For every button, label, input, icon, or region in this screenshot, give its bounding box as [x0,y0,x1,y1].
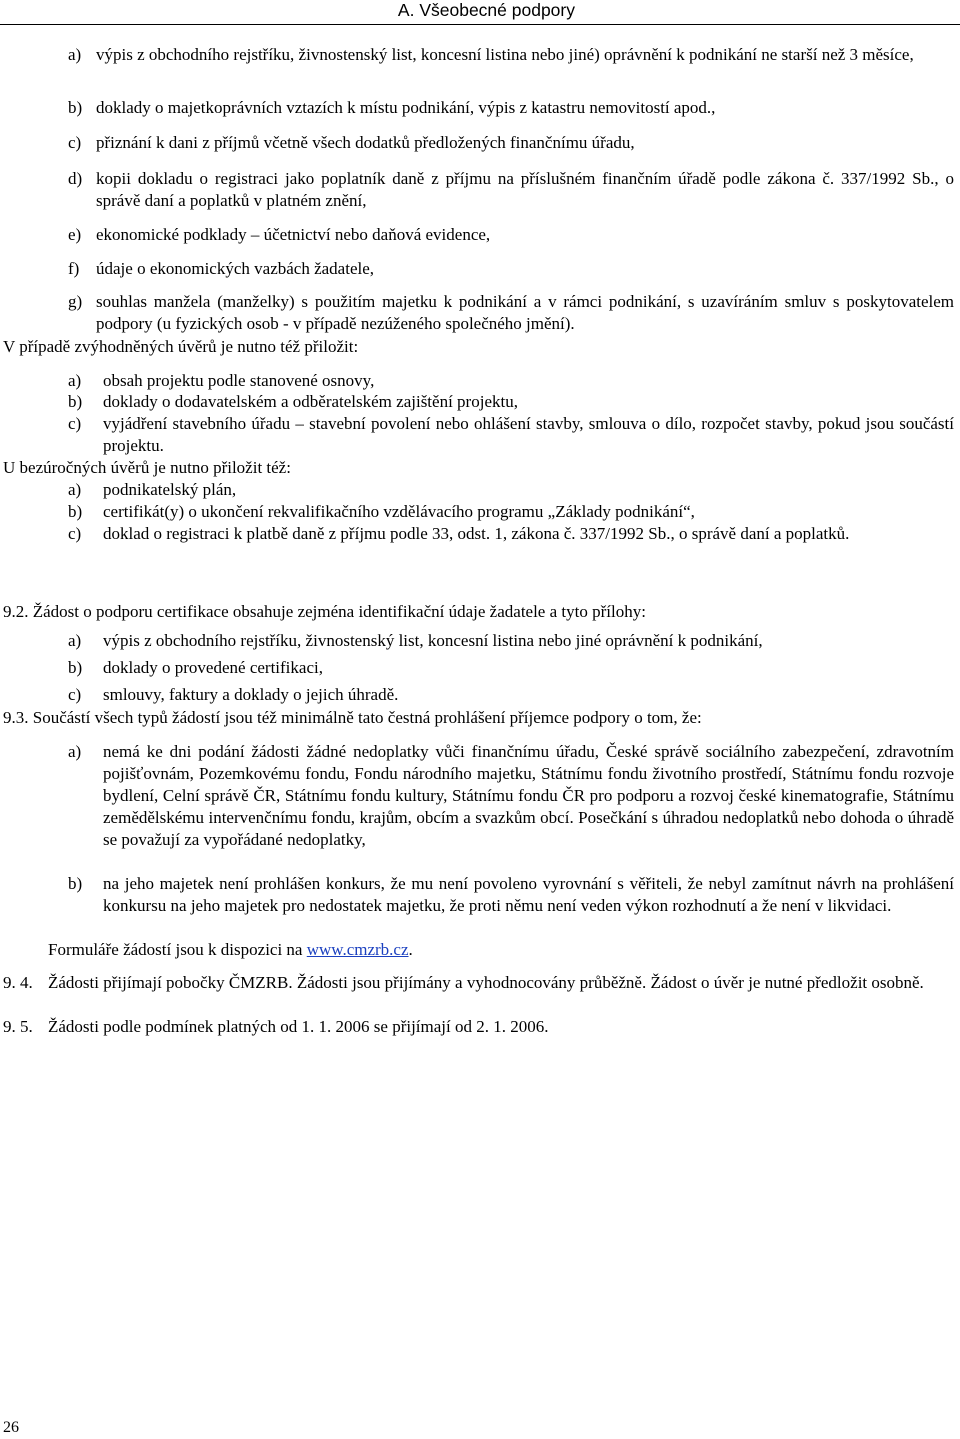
list-item [68,132,954,154]
list-item-text: certifikát(y) o ukončení rekvalifikačního vzdělávacího programu „Základy podnikání“, [103,502,695,521]
list-item-text: smlouvy, faktury a doklady o jejich úhradě. [103,685,399,704]
page-header [355,0,575,20]
list-item-label: a) [68,45,82,64]
section-text-body: Žádosti přijímají pobočky ČMZRB. Žádosti jsou přijímány a vyhodnocovány průběžně. Žádost o úvěr je nutné předložit osobně. [48,973,924,992]
zvyhodnene-heading: V případě zvýhodněných úvěrů je nutno též přiložit: [3,337,359,356]
list-item-text: doklady o majetkoprávních vztazích k místu podnikání, výpis z katastru nemovitostí apod., [96,98,716,117]
list-item-label: b) [68,392,83,411]
list-item [68,44,954,66]
list-item-label: a) [68,631,82,650]
section-9-5 [3,1016,954,1038]
list-item-text: na jeho majetek není prohlášen konkurs, že mu není povoleno vyrovnání s věřiteli, že nebyl zamítnut návrh na prohlášení konkursu na jeho majetek pro nedostatek majetku, že proti němu není veden výkon rozhodnutí a že není v likvidaci. [103,874,954,915]
list-item [68,873,954,917]
section-9-4 [3,972,954,994]
list-item-text: vyjádření stavebního úřadu – stavební povolení nebo ohlášení stavby, smlouva o dílo, rozpočet stavby, pokud jsou součástí projektu. [103,414,954,455]
list-item [68,97,954,119]
section-9-3 [3,707,954,729]
list-item-text: výpis z obchodního rejstříku, živnostenský list, koncesní listina nebo jiné oprávnění k podnikání, [103,631,763,650]
website-link[interactable]: www.cmzrb.cz [306,940,409,959]
section-number: 9. 4. [3,973,33,992]
forms-note [48,939,413,961]
list-item [68,501,954,523]
list-item-label: b) [68,502,83,521]
list-item-text: podnikatelský plán, [103,480,237,499]
list-item-label: b) [68,98,83,117]
list-item [68,479,954,501]
section-text: Součástí všech typů žádostí jsou též minimálně tato čestná prohlášení příjemce podpory o tom, že: [32,708,702,727]
list-item [68,741,954,851]
list-item [68,168,954,212]
section-9-2 [3,601,954,623]
list-item-label: a) [68,480,82,499]
list-item-label: e) [68,225,82,244]
list-item-label: b) [68,874,83,893]
list-item-label: f) [68,259,80,278]
section-text: Žádosti podle podmínek platných od 1. 1. 2006 se přijímají od 2. 1. 2006. [48,1017,549,1036]
list-item-label: a) [68,742,82,761]
list-item [68,657,954,679]
list-item-text: doklady o provedené certifikaci, [103,658,323,677]
page-number: 26 [3,1419,19,1436]
list-item [68,391,954,413]
list-item-text: výpis z obchodního rejstříku, živnostenský list, koncesní listina nebo jiné) oprávnění k podnikání ne starší než 3 měsíce, [96,45,914,64]
list-item-text: nemá ke dni podání žádosti žádné nedoplatky vůči finančnímu úřadu, České správě sociálního zabezpečení, zdravotním pojišťovnám, Pozemkovému fondu, Fondu národního majetku, Státnímu fondu životního prostředí, Státnímu fondu rozvoje bydlení, Celní správě ČR, Státnímu fondu kultury, Státnímu fondu ČR pro podporu a rozvoj české kinematografie, Státnímu zemědělskému intervenčnímu fondu, krajům, obcím a svazkům obcí. Posečkání s úhradou nedoplatků nebo dohoda o úhradě se považují za vypořádané nedoplatky, [103,742,954,849]
list-item [68,258,954,280]
list-item [68,523,954,545]
list-item [68,224,954,246]
list-item-label: b) [68,658,83,677]
section-text: Žádost o podporu certifikace obsahuje zejména identifikační údaje žadatele a tyto přílohy: [32,602,646,621]
section-text [48,972,954,994]
section-number: 9.3. [3,708,29,727]
list-item-text: doklad o registraci k platbě daně z příjmu podle 33, odst. 1, zákona č. 337/1992 Sb., o správě daní a poplatků. [103,524,850,543]
list-item [68,413,954,457]
list-item-label: g) [68,292,83,311]
list-item-text: ekonomické podklady – účetnictví nebo daňová evidence, [96,225,491,244]
header-title: A. Všeobecné podpory [397,0,575,20]
bezurocne-heading: U bezúročných úvěrů je nutno přiložit též: [3,458,291,477]
forms-text: Formuláře žádostí jsou k dispozici na [48,940,303,959]
list-item [68,291,954,335]
list-item-text: přiznání k dani z příjmů včetně všech dodatků předložených finančnímu úřadu, [96,133,635,152]
section-number: 9.2. [3,602,29,621]
list-item-label: a) [68,371,82,390]
list-item [68,684,954,706]
header-rule [0,24,960,25]
forms-end: . [408,940,413,959]
list-item-label: c) [68,524,82,543]
list-item [68,630,954,652]
list-item [68,370,954,392]
list-item-label: d) [68,169,83,188]
list-item-label: c) [68,133,82,152]
list-item-label: c) [68,685,82,704]
list-item-text: kopii dokladu o registraci jako poplatník daně z příjmu na příslušném finančním úřadě podle zákona č. 337/1992 Sb., o správě daní a poplatků v platném znění, [96,169,954,210]
list-item-text: údaje o ekonomických vazbách žadatele, [96,259,375,278]
list-item-text: doklady o dodavatelském a odběratelském zajištění projektu, [103,392,518,411]
section-number: 9. 5. [3,1017,33,1036]
list-item-label: c) [68,414,82,433]
list-item-text: souhlas manžela (manželky) s použitím majetku k podnikání a v rámci podnikání, s uzavíráním smluv s poskytovatelem podpory (u fyzických osob - v případě nezúženého společného jmění). [96,292,954,333]
list-item-text: obsah projektu podle stanovené osnovy, [103,371,375,390]
